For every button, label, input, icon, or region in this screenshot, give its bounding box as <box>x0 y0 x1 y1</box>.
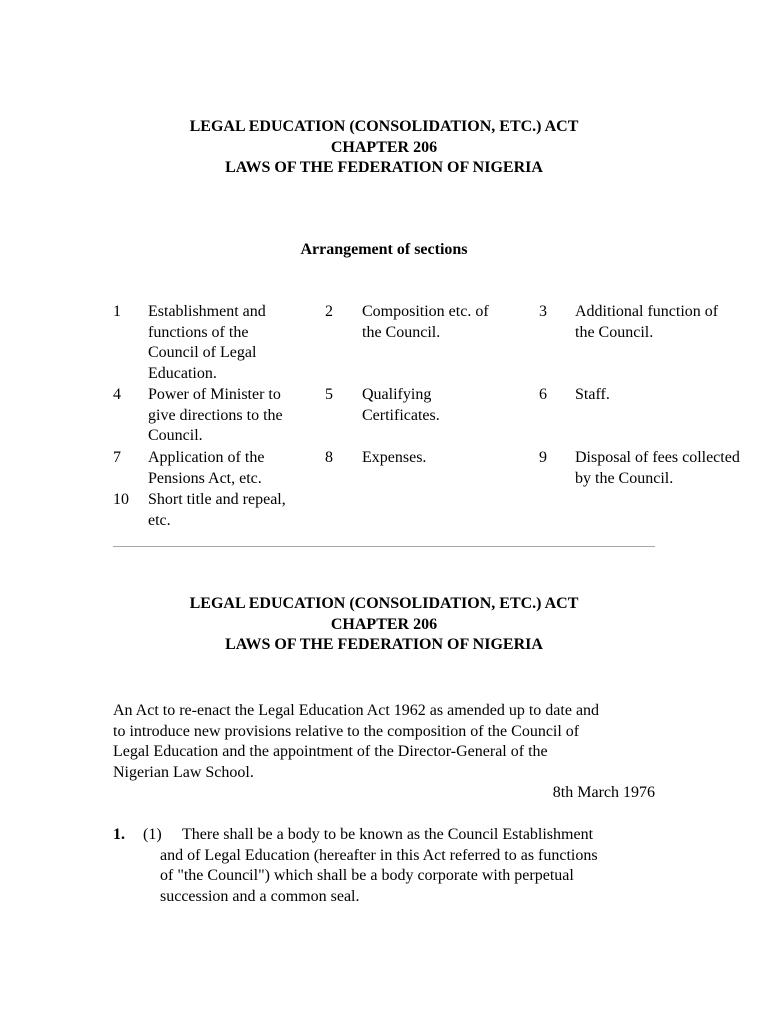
section-number: 1 <box>113 303 121 320</box>
section-title: Staff. <box>575 386 610 403</box>
act-title: LEGAL EDUCATION (CONSOLIDATION, ETC.) ACT <box>189 595 579 612</box>
section-title: Expenses. <box>362 449 427 466</box>
section-number: 9 <box>539 449 547 466</box>
section-number: 6 <box>539 386 547 403</box>
act-title: LEGAL EDUCATION (CONSOLIDATION, ETC.) ACT <box>189 118 579 135</box>
section-title: Short title and repeal, etc. <box>148 491 286 529</box>
section-number: 8 <box>325 449 333 466</box>
section-number: 5 <box>325 386 333 403</box>
section-title: Establishment and functions of the Council of Legal Education. <box>148 303 266 382</box>
section-title: Disposal of fees collected by the Council. <box>575 449 740 487</box>
section-title: Composition etc. of the Council. <box>362 303 489 341</box>
laws-label: LAWS OF THE FEDERATION OF NIGERIA <box>225 636 543 654</box>
commencement-date: 8th March 1976 <box>552 784 655 801</box>
laws-label: LAWS OF THE FEDERATION OF NIGERIA <box>225 159 543 177</box>
act-preamble: An Act to re-enact the Legal Education Act 1962 as amended up to date and to introduce new provisions relative to the composition of the Council of Legal Education and the appointment of the Director-General of the Nigerian Law School. <box>113 702 600 781</box>
section-number: 2 <box>325 303 333 320</box>
act-title-block <box>0 594 768 656</box>
section-title: Application of the Pensions Act, etc. <box>148 449 265 487</box>
section-title: Qualifying Certificates. <box>362 386 440 424</box>
section-title: Power of Minister to give directions to the Council. <box>148 386 283 445</box>
section-1-text: and of Legal Education (hereafter in this Act referred to as functions of "the Council") which shall be a body corporate with perpetual succession and a common seal. <box>160 846 598 905</box>
chapter-label: CHAPTER 206 <box>330 138 438 156</box>
section-1-number: 1. <box>113 826 125 843</box>
section-number: 7 <box>113 449 121 466</box>
section-number: 4 <box>113 386 121 403</box>
section-number: 10 <box>113 491 129 508</box>
document-title-block <box>0 117 768 179</box>
arrangement-heading: Arrangement of sections <box>300 241 468 258</box>
section-number: 3 <box>539 303 547 320</box>
section-title: Additional function of the Council. <box>575 303 719 341</box>
section-1-first-line: There shall be a body to be known as the Council Establishment <box>182 826 594 843</box>
subsection-number: (1) <box>143 826 162 843</box>
section-divider <box>113 546 655 547</box>
chapter-label: CHAPTER 206 <box>330 615 438 633</box>
